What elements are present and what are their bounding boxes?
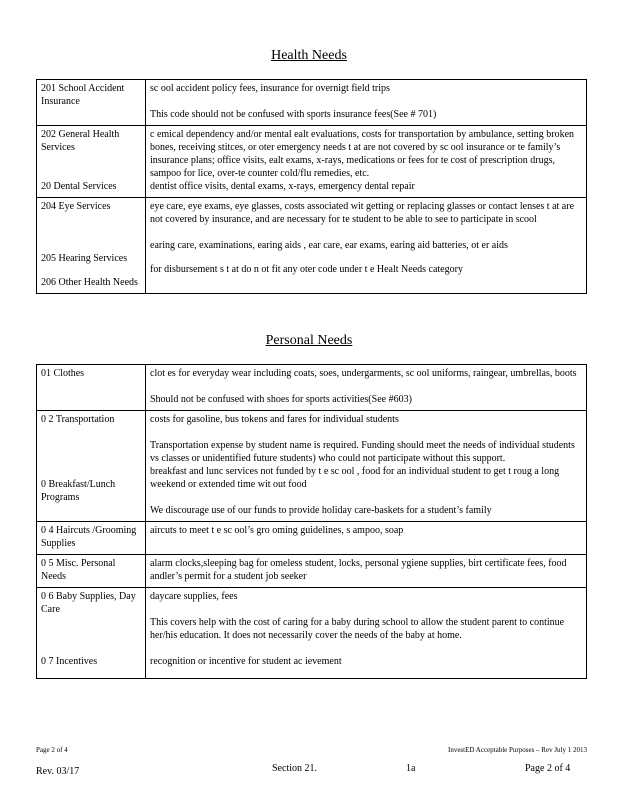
row-description <box>146 126 587 198</box>
table-row <box>37 80 587 126</box>
row-label-text: 205 Hearing Services <box>41 253 128 264</box>
table-row <box>37 588 587 679</box>
row-label-text: 0 Breakfast/Lunch Programs <box>41 479 116 503</box>
row-description <box>146 365 587 411</box>
row-label: 201 School Accident Insurance <box>37 80 146 126</box>
table-row <box>37 365 587 411</box>
footer-code: 1a <box>406 763 416 774</box>
personal-needs-table <box>36 364 587 679</box>
description-text: recognition or incentive for student ac ievement <box>150 656 342 667</box>
description-text: for disbursement s t at do n ot fit any oter code under t e Healt Needs category <box>150 264 463 275</box>
row-label-text: 202 General Health Services <box>41 129 120 153</box>
description-text: alarm clocks,sleeping bag for omeless student, locks, personal ygiene supplies, birt certificate fees, food andler’s permit for a student job seeker <box>150 558 567 582</box>
row-label: 0 5 Misc. Personal Needs <box>37 555 146 588</box>
table-row <box>37 555 587 588</box>
description-text: dentist office visits, dental exams, x-rays, emergency dental repair <box>150 181 415 192</box>
description-text: Transportation expense by student name is required. Funding should meet the needs of individual students vs classes or unidentified future students) who could not participate without this support. <box>150 440 575 464</box>
description-text: Should not be confused with shoes for sports activities(See #603) <box>150 394 412 405</box>
description-text: c emical dependency and/or mental ealt evaluations, costs for transportation by ambulance, setting broken bones, receiving stitces, or oter emergency needs t at are not covered by sc ool insurance or te family’s insurance plans; office visits, ealt exams, x-rays, medications or fees for te cost of prescription drugs, sampoo for lice, over-te counter cold/flu remedies, etc. <box>150 129 575 179</box>
health-needs-title: Health Needs <box>271 48 347 63</box>
footer-document-revision: InvestED Acceptable Purposes – Rev July 1 2013 <box>447 746 587 754</box>
row-label <box>37 198 146 294</box>
description-text: costs for gasoline, bus tokens and fares for individual students <box>150 414 399 425</box>
row-label <box>37 411 146 522</box>
row-label-text: 0 2 Transportation <box>41 414 115 425</box>
description-text: This code should not be confused with sports insurance fees(See # 701) <box>150 109 437 120</box>
row-description <box>146 555 587 588</box>
table-row <box>37 522 587 555</box>
description-text: earing care, examinations, earing aids , ear care, ear exams, earing aid batteries, ot er aids <box>150 240 508 251</box>
row-label-text: 0 6 Baby Supplies, Day Care <box>41 591 136 615</box>
footer-rev: Rev. 03/17 <box>36 766 80 777</box>
row-label-text: 20 Dental Services <box>41 181 117 192</box>
row-description <box>146 80 587 126</box>
description-text: This covers help with the cost of caring for a baby during school to allow the student parent to continue her/his education. It does not necessarily cover the needs of the baby at home. <box>150 617 565 641</box>
description-text: daycare supplies, fees <box>150 591 238 602</box>
personal-needs-title: Personal Needs <box>265 333 353 348</box>
description-text: eye care, eye exams, eye glasses, costs associated wit getting or replacing glasses or contact lenses t at are not covered by insurance, and are necessary for te student to be able to see to participate in scool <box>150 201 575 225</box>
row-label <box>37 126 146 198</box>
row-label-text: 204 Eye Services <box>41 201 111 212</box>
row-description <box>146 198 587 294</box>
health-needs-table <box>36 79 587 294</box>
footer-page-small: Page 2 of 4 <box>36 746 68 754</box>
description-text: clot es for everyday wear including coats, soes, undergarments, sc ool uniforms, raingear, umbrellas, boots <box>150 368 577 379</box>
row-label-text: 206 Other Health Needs <box>41 277 138 288</box>
description-text: aircuts to meet t e sc ool’s gro oming guidelines, s ampoo, soap <box>150 525 404 536</box>
row-description <box>146 411 587 522</box>
row-label: 01 Clothes <box>37 365 146 411</box>
description-text: We discourage use of our funds to provide holiday care-baskets for a student’s family <box>150 505 492 516</box>
row-label: 0 4 Haircuts /Grooming Supplies <box>37 522 146 555</box>
row-description <box>146 522 587 555</box>
row-label <box>37 588 146 679</box>
row-description <box>146 588 587 679</box>
footer-section: Section 21. <box>272 763 317 774</box>
description-text: sc ool accident policy fees, insurance for overnigt field trips <box>150 83 390 94</box>
row-label-text: 0 7 Incentives <box>41 656 98 667</box>
footer-page: Page 2 of 4 <box>525 763 571 774</box>
table-row <box>37 126 587 198</box>
table-row <box>37 411 587 522</box>
description-text: breakfast and lunc services not funded by t e sc ool , food for an individual student to get t roug a long weekend or extended time wit out food <box>150 466 560 490</box>
table-row <box>37 198 587 294</box>
